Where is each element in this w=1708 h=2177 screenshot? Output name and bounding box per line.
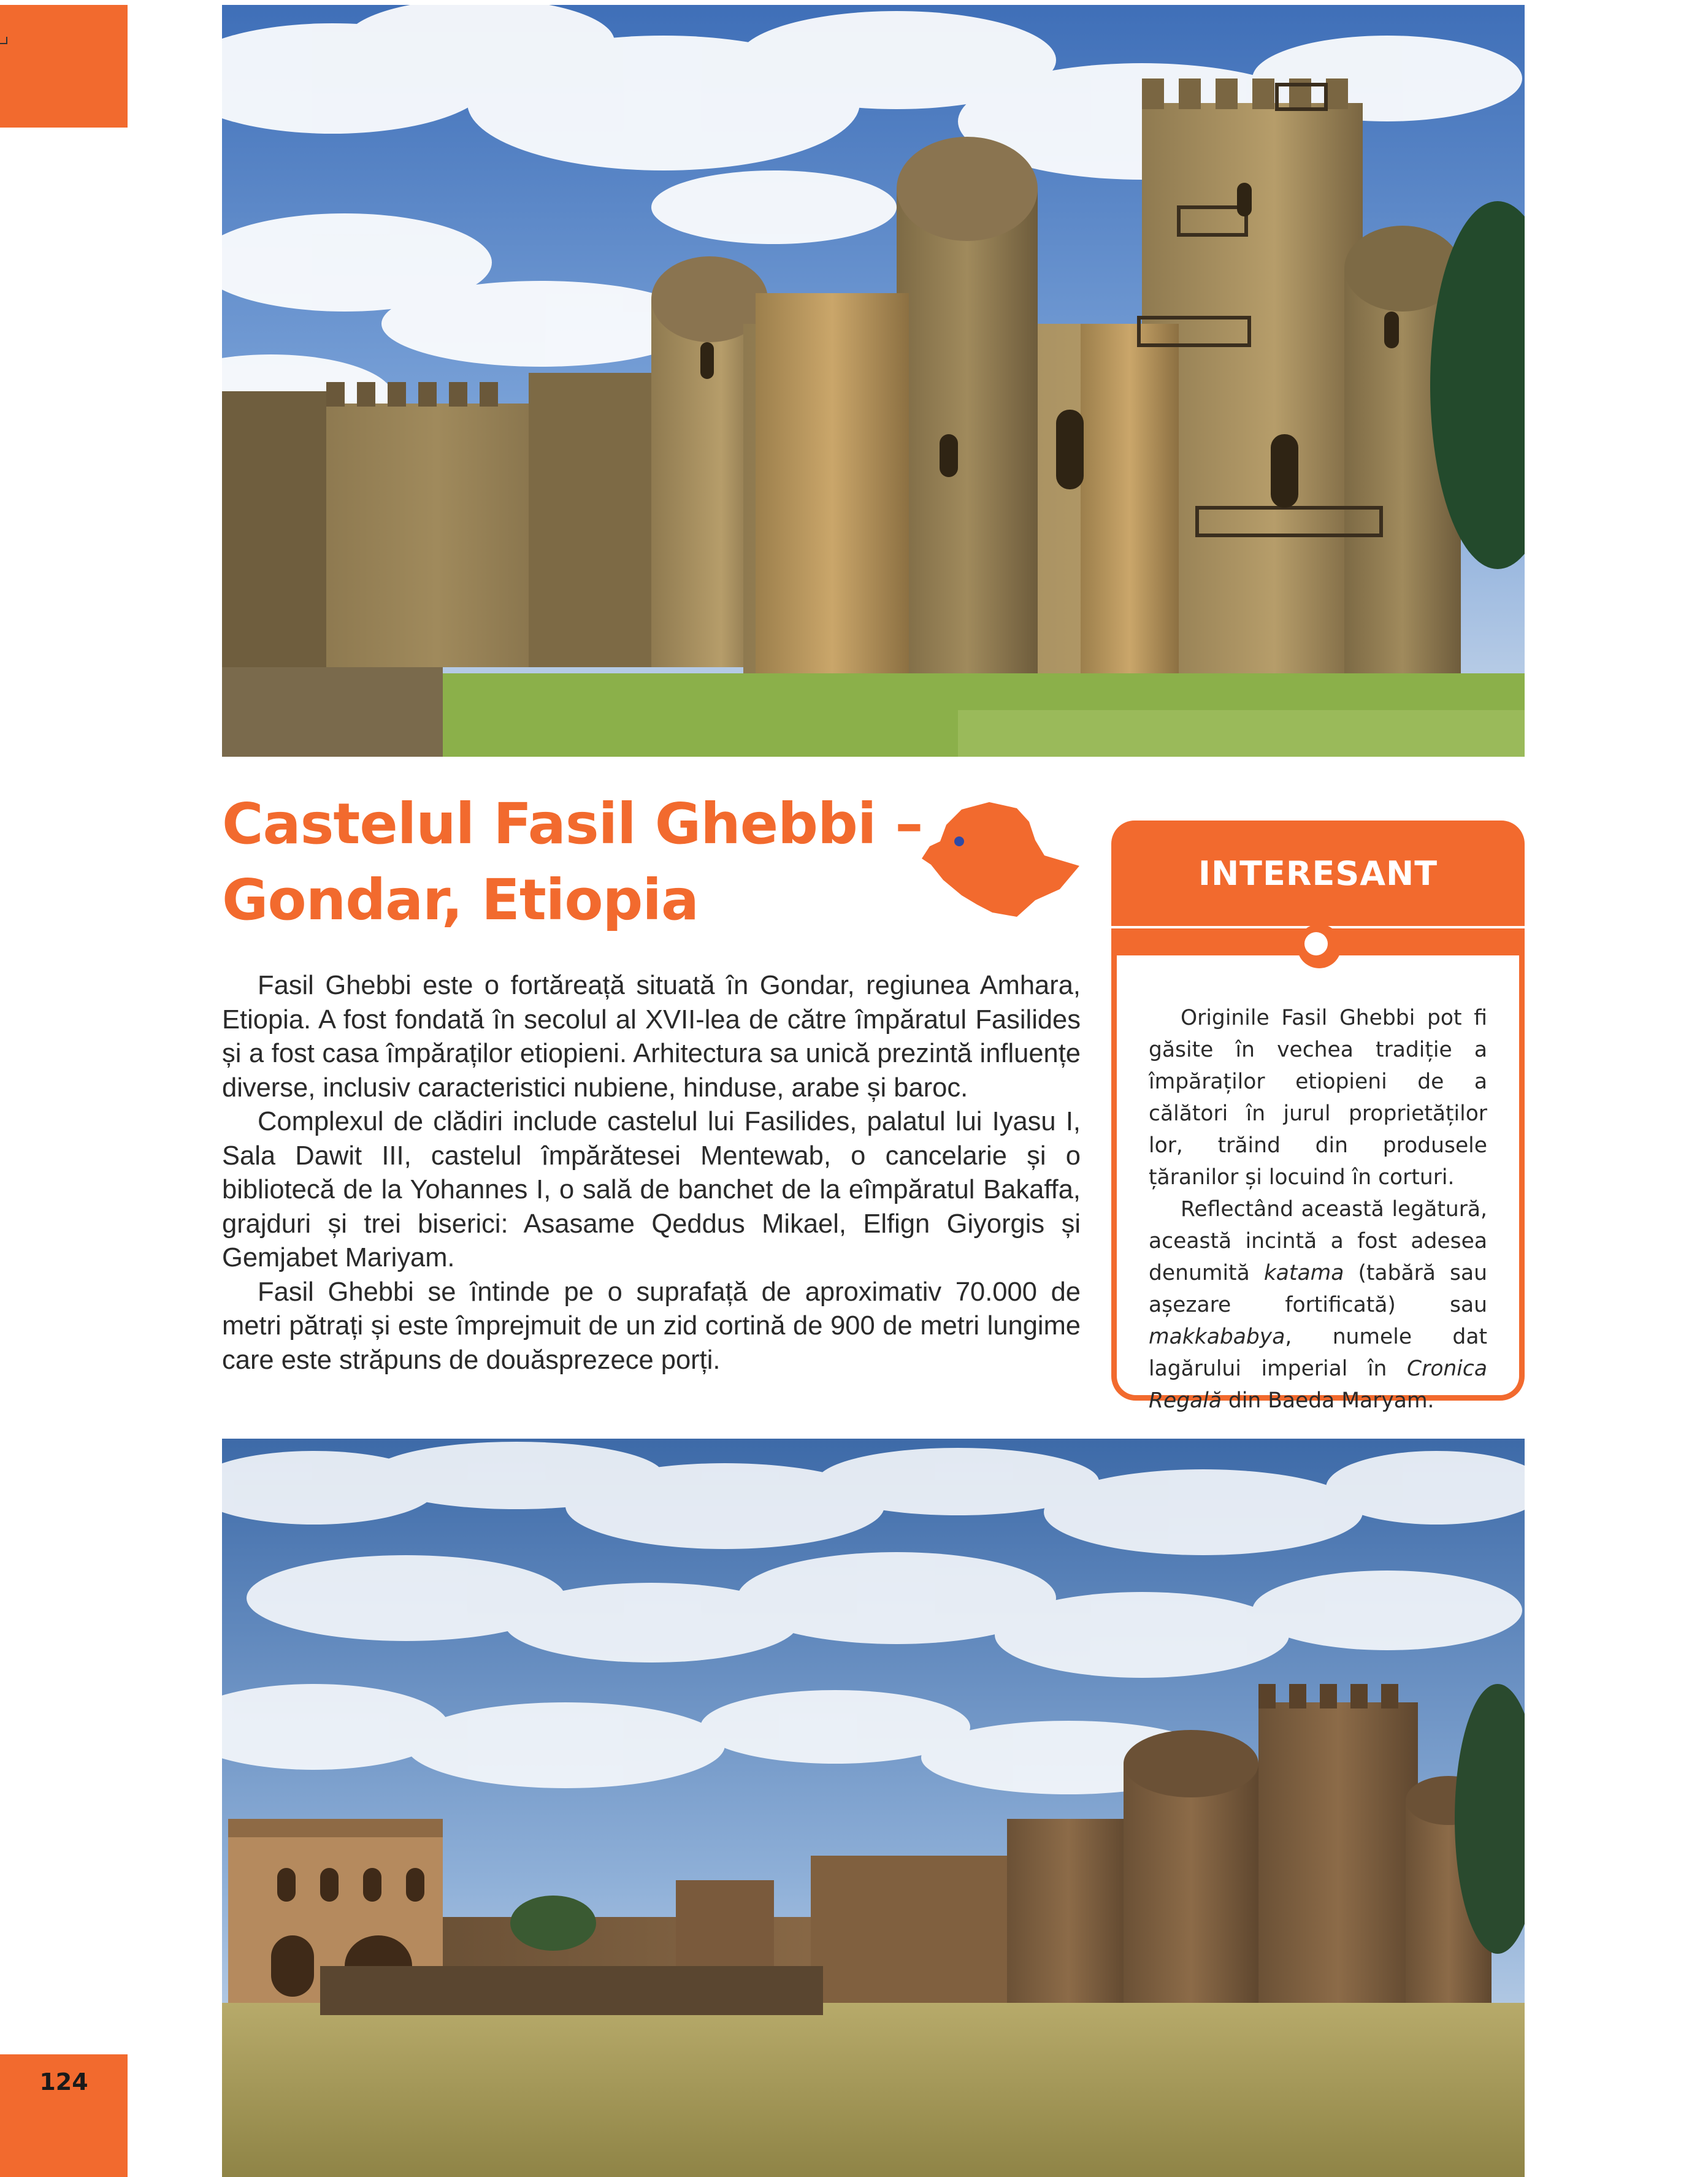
article-title-line2: Gondar, Etiopia — [222, 867, 699, 933]
term-cronica-regala: Cronica Regală — [1149, 1356, 1487, 1413]
crop-mark — [0, 43, 6, 44]
article-title — [222, 786, 946, 938]
castle-complex-illustration — [222, 1439, 1525, 2177]
interesant-header — [1111, 821, 1525, 926]
crop-mark — [6, 37, 7, 44]
text-run: Reflectând această legătură, această incintă a fost adesea denumită — [1149, 1197, 1487, 1285]
text-run: , numele dat lagărului imperial în — [1149, 1325, 1487, 1381]
interesant-paragraph: Originile Fasil Ghebbi pot fi găsite în vechea tradiție a împăraților etiopieni de a călători în jurul proprietăților lor, trăind din produsele țăranilor și locuind în corturi. — [1149, 1006, 1487, 1190]
castle-illustration — [222, 5, 1525, 757]
corner-accent-top — [0, 5, 128, 128]
page-number: 124 — [39, 2068, 88, 2095]
interesant-body — [1111, 954, 1525, 1413]
castle-photo — [222, 5, 1525, 757]
interesant-text — [1149, 1002, 1487, 1417]
text-run: din Baeda Maryam. — [1221, 1388, 1434, 1413]
castle-complex-photo — [222, 1439, 1525, 2177]
article-paragraph: Complexul de clădiri include castelul lui Fasilides, palatul lui Iyasu I, Sala Dawit III, castelul împărătesei Mentewab, o cancelarie și o bibliotecă de la Yohannes I, o sală de banchet de la eîmpăratul Bakaffa, grajduri și trei biserici: Asasame Qeddus Mikael, Elfign Giyorgis și Gemjabet Mariyam. — [222, 1107, 1081, 1272]
article-title-line1: Castelul Fasil Ghebbi – — [222, 791, 923, 857]
article-body — [222, 969, 1081, 1377]
term-katama: katama — [1263, 1261, 1344, 1285]
interesant-label: INTERESANT — [1198, 854, 1438, 893]
article-paragraph: Fasil Ghebbi se întinde pe o suprafață de aproximativ 70.000 de metri pătrați și este împrejmuit de un zid cortină de 900 de metri lungime care este străpuns de douăsprezece porți. — [222, 1277, 1081, 1375]
term-makkababya: makkababya — [1149, 1325, 1285, 1349]
interesant-paragraph — [1149, 1193, 1487, 1417]
location-dot-icon — [954, 836, 964, 846]
article-paragraph: Fasil Ghebbi este o fortăreață situată în Gondar, regiunea Amhara, Etiopia. A fost fondată în secolul al XVII-lea de către împăratul Fasilides și a fost casa împăraților etiopieni. Arhitectura sa unică prezintă influențe diverse, inclusiv caracteristici nubiene, hinduse, arabe și baroc. — [222, 971, 1081, 1103]
ethiopia-map-icon — [919, 797, 1084, 920]
text-run: (tabără sau așezare fortificată) sau — [1149, 1261, 1487, 1317]
